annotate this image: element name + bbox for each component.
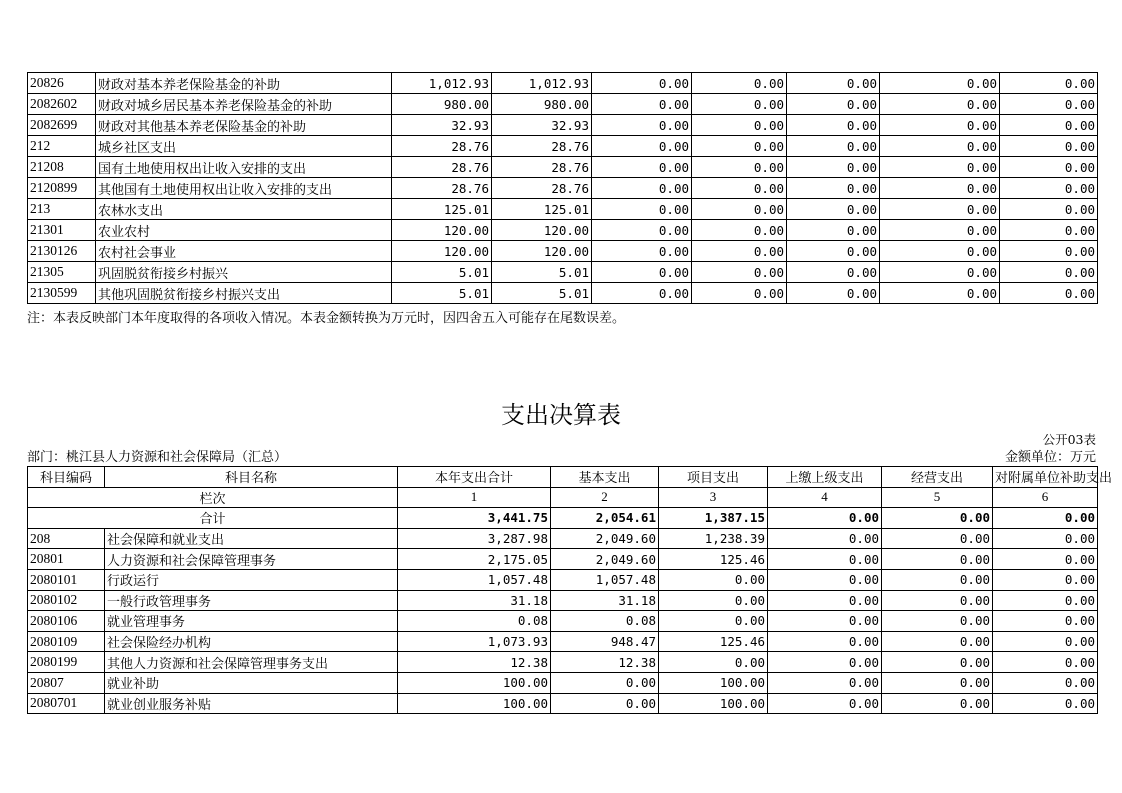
header-cell: 经营支出 <box>882 467 993 488</box>
table-row <box>28 549 1098 570</box>
header-cell: 上缴上级支出 <box>768 467 882 488</box>
row-value: 0.00 <box>787 262 880 283</box>
row-code: 208 <box>28 528 105 549</box>
row-code: 20807 <box>28 672 105 693</box>
row-value: 0.00 <box>768 549 882 570</box>
row-value: 32.93 <box>392 115 492 136</box>
total-value: 0.00 <box>768 508 882 529</box>
table-note: 注：本表反映部门本年度取得的各项收入情况。本表金额转换为万元时，因四舍五入可能存在尾数误差。 <box>27 311 626 326</box>
row-value: 1,057.48 <box>551 569 659 590</box>
row-value: 0.00 <box>993 590 1098 611</box>
row-value: 0.00 <box>787 73 880 94</box>
row-name: 国有土地使用权出让收入安排的支出 <box>96 157 392 178</box>
row-value: 120.00 <box>492 220 592 241</box>
row-value: 100.00 <box>659 672 768 693</box>
form-code: 公开03表 <box>1042 432 1096 447</box>
income-table-continued <box>27 72 1098 304</box>
row-name: 农林水支出 <box>96 199 392 220</box>
row-code: 2082699 <box>28 115 96 136</box>
row-value: 0.00 <box>880 178 1000 199</box>
row-value: 0.00 <box>993 549 1098 570</box>
row-value: 0.00 <box>993 611 1098 632</box>
row-value: 0.00 <box>692 262 787 283</box>
row-value: 0.00 <box>592 136 692 157</box>
table-row <box>28 199 1098 220</box>
table-row <box>28 220 1098 241</box>
row-value: 28.76 <box>492 157 592 178</box>
row-code: 21305 <box>28 262 96 283</box>
row-value: 0.00 <box>592 94 692 115</box>
row-value: 28.76 <box>392 178 492 199</box>
row-name: 其他国有土地使用权出让收入安排的支出 <box>96 178 392 199</box>
row-value: 0.00 <box>768 590 882 611</box>
row-value: 0.00 <box>592 220 692 241</box>
row-name: 农村社会事业 <box>96 241 392 262</box>
row-value: 125.46 <box>659 631 768 652</box>
row-code: 20801 <box>28 549 105 570</box>
row-value: 0.00 <box>1000 136 1098 157</box>
total-value: 0.00 <box>993 508 1098 529</box>
row-name: 财政对城乡居民基本养老保险基金的补助 <box>96 94 392 115</box>
row-code: 2082602 <box>28 94 96 115</box>
row-value: 0.00 <box>882 611 993 632</box>
row-value: 0.00 <box>551 672 659 693</box>
row-value: 0.00 <box>659 590 768 611</box>
row-value: 0.00 <box>592 262 692 283</box>
row-value: 0.00 <box>1000 283 1098 304</box>
expenditure-table <box>27 466 1113 714</box>
table-row <box>28 178 1098 199</box>
row-value: 0.00 <box>1000 262 1098 283</box>
row-name: 就业创业服务补贴 <box>105 693 398 714</box>
row-value: 0.00 <box>880 115 1000 136</box>
table-row <box>28 262 1098 283</box>
row-value: 100.00 <box>398 672 551 693</box>
row-value: 28.76 <box>492 178 592 199</box>
row-name: 财政对其他基本养老保险基金的补助 <box>96 115 392 136</box>
row-value: 0.00 <box>592 178 692 199</box>
row-code: 2080701 <box>28 693 105 714</box>
row-name: 其他人力资源和社会保障管理事务支出 <box>105 652 398 673</box>
row-value: 0.00 <box>1000 157 1098 178</box>
unit-label: 金额单位：万元 <box>1004 450 1096 465</box>
row-value: 120.00 <box>492 241 592 262</box>
row-value: 0.00 <box>768 652 882 673</box>
index-row <box>28 487 1098 508</box>
row-value: 0.00 <box>787 283 880 304</box>
row-value: 1,012.93 <box>492 73 592 94</box>
row-value: 0.00 <box>882 590 993 611</box>
row-value: 0.00 <box>1000 94 1098 115</box>
row-value: 0.00 <box>768 528 882 549</box>
table-row <box>28 652 1098 673</box>
row-value: 0.00 <box>993 569 1098 590</box>
table-row <box>28 693 1098 714</box>
row-value: 0.00 <box>592 157 692 178</box>
table-row <box>28 528 1098 549</box>
table-row <box>28 569 1098 590</box>
row-value: 125.01 <box>492 199 592 220</box>
row-value: 0.00 <box>692 94 787 115</box>
total-value: 1,387.15 <box>659 508 768 529</box>
row-value: 0.00 <box>551 693 659 714</box>
table-row <box>28 631 1098 652</box>
row-value: 12.38 <box>398 652 551 673</box>
row-value: 0.00 <box>787 94 880 115</box>
row-value: 120.00 <box>392 241 492 262</box>
row-code: 2080199 <box>28 652 105 673</box>
row-name: 社会保险经办机构 <box>105 631 398 652</box>
table-row <box>28 611 1098 632</box>
row-value: 0.00 <box>882 549 993 570</box>
header-cell: 科目名称 <box>105 467 398 488</box>
row-value: 3,287.98 <box>398 528 551 549</box>
row-value: 0.00 <box>787 115 880 136</box>
row-value: 0.00 <box>880 283 1000 304</box>
row-value: 0.00 <box>592 199 692 220</box>
table-row <box>28 94 1098 115</box>
row-code: 21301 <box>28 220 96 241</box>
row-value: 0.00 <box>880 136 1000 157</box>
row-value: 0.00 <box>1000 199 1098 220</box>
row-value: 0.00 <box>880 220 1000 241</box>
row-name: 行政运行 <box>105 569 398 590</box>
row-value: 125.01 <box>392 199 492 220</box>
total-value: 3,441.75 <box>398 508 551 529</box>
row-name: 就业补助 <box>105 672 398 693</box>
row-value: 0.00 <box>787 220 880 241</box>
row-value: 0.00 <box>880 73 1000 94</box>
row-value: 0.00 <box>880 157 1000 178</box>
table-row <box>28 672 1098 693</box>
row-value: 0.00 <box>787 199 880 220</box>
row-value: 0.00 <box>787 136 880 157</box>
row-value: 0.00 <box>692 199 787 220</box>
row-value: 5.01 <box>392 283 492 304</box>
row-value: 0.00 <box>882 693 993 714</box>
row-value: 1,073.93 <box>398 631 551 652</box>
row-name: 人力资源和社会保障管理事务 <box>105 549 398 570</box>
row-value: 0.00 <box>993 631 1098 652</box>
row-value: 0.00 <box>692 178 787 199</box>
row-value: 1,238.39 <box>659 528 768 549</box>
row-value: 0.00 <box>768 569 882 590</box>
row-code: 2080102 <box>28 590 105 611</box>
row-value: 948.47 <box>551 631 659 652</box>
row-name: 其他巩固脱贫衔接乡村振兴支出 <box>96 283 392 304</box>
row-value: 0.00 <box>592 73 692 94</box>
row-value: 0.00 <box>692 136 787 157</box>
row-value: 0.00 <box>880 199 1000 220</box>
table-row <box>28 115 1098 136</box>
total-label: 合计 <box>28 508 398 529</box>
row-value: 31.18 <box>551 590 659 611</box>
row-code: 2120899 <box>28 178 96 199</box>
row-value: 0.00 <box>659 611 768 632</box>
row-name: 巩固脱贫衔接乡村振兴 <box>96 262 392 283</box>
row-value: 28.76 <box>392 136 492 157</box>
row-value: 0.00 <box>1000 73 1098 94</box>
row-value: 0.00 <box>993 672 1098 693</box>
row-value: 0.00 <box>659 652 768 673</box>
row-value: 5.01 <box>392 262 492 283</box>
row-value: 0.00 <box>692 283 787 304</box>
row-value: 0.00 <box>993 652 1098 673</box>
row-value: 0.00 <box>787 241 880 262</box>
row-value: 1,057.48 <box>398 569 551 590</box>
row-value: 0.00 <box>1000 241 1098 262</box>
row-value: 0.00 <box>592 241 692 262</box>
row-value: 0.00 <box>592 115 692 136</box>
row-value: 5.01 <box>492 283 592 304</box>
index-label: 栏次 <box>28 487 398 508</box>
row-value: 5.01 <box>492 262 592 283</box>
row-code: 2080109 <box>28 631 105 652</box>
index-cell: 3 <box>659 487 768 508</box>
row-value: 0.00 <box>692 220 787 241</box>
row-value: 0.00 <box>882 652 993 673</box>
row-value: 2,049.60 <box>551 528 659 549</box>
row-value: 0.00 <box>993 528 1098 549</box>
row-value: 32.93 <box>492 115 592 136</box>
row-value: 0.08 <box>398 611 551 632</box>
row-value: 0.00 <box>880 94 1000 115</box>
row-name: 财政对基本养老保险基金的补助 <box>96 73 392 94</box>
header-cell: 本年支出合计 <box>398 467 551 488</box>
row-value: 0.00 <box>880 241 1000 262</box>
total-row <box>28 508 1098 529</box>
table-row <box>28 283 1098 304</box>
row-value: 28.76 <box>392 157 492 178</box>
table-row <box>28 73 1098 94</box>
row-value: 0.00 <box>882 631 993 652</box>
row-name: 城乡社区支出 <box>96 136 392 157</box>
row-name: 农业农村 <box>96 220 392 241</box>
total-value: 0.00 <box>882 508 993 529</box>
row-value: 0.00 <box>768 672 882 693</box>
row-name: 一般行政管理事务 <box>105 590 398 611</box>
row-value: 0.00 <box>659 569 768 590</box>
row-value: 31.18 <box>398 590 551 611</box>
index-cell: 6 <box>993 487 1098 508</box>
row-value: 0.00 <box>768 611 882 632</box>
row-name: 就业管理事务 <box>105 611 398 632</box>
header-cell: 对附属单位补助支出 <box>993 467 1098 488</box>
row-code: 2130126 <box>28 241 96 262</box>
row-value: 0.00 <box>882 528 993 549</box>
row-value: 980.00 <box>392 94 492 115</box>
row-value: 2,049.60 <box>551 549 659 570</box>
table-row <box>28 136 1098 157</box>
row-code: 20826 <box>28 73 96 94</box>
row-value: 28.76 <box>492 136 592 157</box>
row-value: 0.00 <box>1000 178 1098 199</box>
row-value: 0.00 <box>1000 220 1098 241</box>
header-cell: 项目支出 <box>659 467 768 488</box>
row-name: 社会保障和就业支出 <box>105 528 398 549</box>
row-code: 212 <box>28 136 96 157</box>
row-value: 980.00 <box>492 94 592 115</box>
row-value: 12.38 <box>551 652 659 673</box>
table-row <box>28 590 1098 611</box>
row-value: 0.00 <box>787 157 880 178</box>
row-value: 0.00 <box>882 672 993 693</box>
row-value: 100.00 <box>659 693 768 714</box>
total-value: 2,054.61 <box>551 508 659 529</box>
row-value: 0.00 <box>692 241 787 262</box>
row-value: 1,012.93 <box>392 73 492 94</box>
row-value: 0.00 <box>787 178 880 199</box>
row-value: 0.00 <box>1000 115 1098 136</box>
row-value: 0.00 <box>692 73 787 94</box>
row-code: 213 <box>28 199 96 220</box>
department-label: 部门：桃江县人力资源和社会保障局（汇总） <box>27 450 288 465</box>
row-value: 0.00 <box>592 283 692 304</box>
table-row <box>28 157 1098 178</box>
row-value: 0.00 <box>692 157 787 178</box>
index-cell: 2 <box>551 487 659 508</box>
header-row <box>28 467 1098 488</box>
row-value: 0.00 <box>880 262 1000 283</box>
row-value: 0.00 <box>692 115 787 136</box>
index-cell: 4 <box>768 487 882 508</box>
row-value: 0.00 <box>768 693 882 714</box>
row-code: 2080106 <box>28 611 105 632</box>
header-cell: 科目编码 <box>28 467 105 488</box>
row-value: 0.00 <box>882 569 993 590</box>
page-title: 支出决算表 <box>501 401 621 429</box>
table-row <box>28 241 1098 262</box>
row-value: 0.00 <box>993 693 1098 714</box>
row-code: 21208 <box>28 157 96 178</box>
row-value: 120.00 <box>392 220 492 241</box>
row-value: 0.08 <box>551 611 659 632</box>
row-value: 0.00 <box>768 631 882 652</box>
row-value: 125.46 <box>659 549 768 570</box>
header-cell: 基本支出 <box>551 467 659 488</box>
row-code: 2130599 <box>28 283 96 304</box>
row-value: 2,175.05 <box>398 549 551 570</box>
row-code: 2080101 <box>28 569 105 590</box>
index-cell: 1 <box>398 487 551 508</box>
index-cell: 5 <box>882 487 993 508</box>
row-value: 100.00 <box>398 693 551 714</box>
